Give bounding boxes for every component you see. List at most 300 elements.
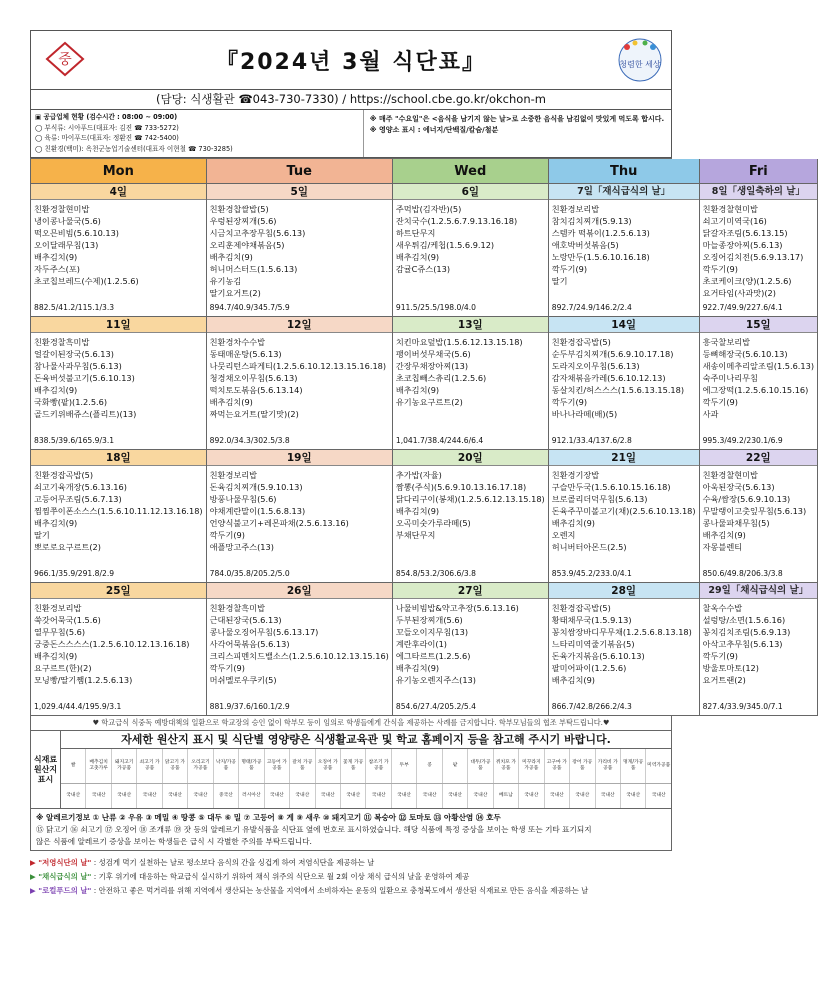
nutrition-info: 838.5/39.6/165.9/3.1 bbox=[34, 436, 115, 445]
menu-item: 꽁치쌈장바디무무채(1.2.5.6.8.13.18) bbox=[551, 627, 692, 637]
menu-items bbox=[393, 200, 548, 275]
menu-date: 8일「생일축하의 날」 bbox=[700, 184, 817, 200]
menu-items bbox=[31, 466, 206, 553]
menu-item: 고등어무조림(5.6.7.13) bbox=[34, 494, 122, 504]
menu-item: 자두주스(포) bbox=[34, 264, 80, 274]
menu-item: 동태매운탕(5.6.13) bbox=[209, 349, 282, 359]
menu-item: 쇠고기미역국(16) bbox=[702, 216, 767, 226]
menu-items bbox=[700, 200, 817, 299]
origin-country: 국내산 bbox=[61, 784, 86, 808]
menu-item: 초코칩빼스츄리(1.2.5.6) bbox=[395, 373, 487, 383]
supplier-3: ◯ 친환경(백미): 옥천군농업기술센터(대표자 이현철 ☎ 730-3285) bbox=[35, 144, 233, 153]
origin-item: 명태/가공품 bbox=[239, 749, 264, 783]
menu-item: 짬뽕(주식)(5.6.9.10.13.16.17.18) bbox=[395, 482, 527, 492]
menu-item: 친환경보리밥 bbox=[551, 204, 600, 214]
menu-item: 쇠고기육개장(5.6.13.16) bbox=[34, 482, 127, 492]
origin-item: 낙지/가공품 bbox=[214, 749, 239, 783]
origin-country: 러시아산 bbox=[239, 784, 264, 808]
origin-item: 고등어 가공품 bbox=[265, 749, 290, 783]
menu-item: 떡치토도볶음(5.6.13.14) bbox=[209, 385, 303, 395]
menu-item: 얼갈이된장국(5.6.13) bbox=[34, 349, 114, 359]
origin-country: 국내산 bbox=[366, 784, 391, 808]
school-logo-text: 중 bbox=[58, 52, 72, 68]
menu-item: 친환경찰현미밥 bbox=[702, 204, 758, 214]
origin-country: 국내산 bbox=[86, 784, 111, 808]
menu-item: 오리훈제야채볶음(5) bbox=[209, 240, 285, 250]
menu-item: 오이달래무침(13) bbox=[34, 240, 99, 250]
menu-item: 깍두기(9) bbox=[702, 264, 738, 274]
menu-item: 애플망고주스(13) bbox=[209, 542, 274, 552]
menu-cell bbox=[393, 583, 549, 716]
menu-item: 주먹밥(김자반)(5) bbox=[395, 204, 462, 214]
menu-item: 황태채무국(1.5.9.13) bbox=[551, 615, 632, 625]
info-box bbox=[30, 110, 672, 158]
menu-item: 배추김치(9) bbox=[395, 385, 440, 395]
origin-country: 국내산 bbox=[316, 784, 341, 808]
menu-item: 야채계란말이(1.5.6.8.13) bbox=[209, 506, 306, 516]
day-header-fri: Fri bbox=[700, 159, 818, 184]
origin-countries-row bbox=[61, 784, 671, 808]
menu-item: 바나나라떼(배)(5) bbox=[551, 409, 618, 419]
supplier-2: ◯ 육류: 마이푸드(대표자: 정환진 ☎ 742-5400) bbox=[35, 134, 179, 142]
menu-item: 자몽블렌티 bbox=[702, 542, 743, 552]
menu-item: 도라지오이무침(5.6.13) bbox=[551, 361, 640, 371]
menu-item: 두부된장찌개(5.6) bbox=[395, 615, 463, 625]
origin-country: 국내산 bbox=[265, 784, 290, 808]
menu-item: 스템카 떡볶이(1.2.5.6.13) bbox=[551, 228, 650, 238]
menu-date: 6일 bbox=[393, 184, 548, 200]
origin-item: 대두/가공품 bbox=[468, 749, 493, 783]
menu-cell bbox=[700, 184, 818, 317]
menu-items bbox=[207, 599, 392, 686]
menu-items bbox=[700, 333, 817, 420]
menu-items bbox=[31, 200, 206, 287]
menu-item: 허니머스터드(1.5.6.13) bbox=[209, 264, 298, 274]
menu-item: 등뼈해장국(5.6.10.13) bbox=[702, 349, 788, 359]
origin-country: 국내산 bbox=[392, 784, 417, 808]
menu-item: 오곡미숫가루라떼(5) bbox=[395, 518, 471, 528]
origin-country: 국내산 bbox=[443, 784, 468, 808]
menu-date: 7일「재식급식의 날」 bbox=[549, 184, 699, 200]
note-1: ※ 매주 "수요일"은 <음식을 남기지 않는 날>로 소중한 음식을 남김없이 맛있게 먹도록 합시다. bbox=[369, 115, 665, 123]
day-header-wed: Wed bbox=[393, 159, 549, 184]
origin-item: 쇠고기 가공품 bbox=[137, 749, 162, 783]
menu-item: 찰옥수수밥 bbox=[702, 603, 743, 613]
menu-item: 친환경잡곡밥(5) bbox=[551, 603, 611, 613]
nutrition-info: 882.5/41.2/115.1/3.3 bbox=[34, 303, 115, 312]
menu-date: 14일 bbox=[549, 317, 699, 333]
menu-item: 돈육버섯불고기(5.6.10.13) bbox=[34, 373, 135, 383]
menu-date: 13일 bbox=[393, 317, 548, 333]
menu-cell bbox=[31, 583, 207, 716]
origin-item: 고구마 가공품 bbox=[545, 749, 570, 783]
menu-item: 노랑만두(1.5.6.10.16.18) bbox=[551, 252, 650, 262]
menu-item: 팔미어파이(1.2.5.6) bbox=[551, 663, 627, 673]
nutrition-info: 854.8/53.2/306.6/3.8 bbox=[395, 569, 476, 578]
menu-item: 친환경찹쌀밥(5) bbox=[209, 204, 269, 214]
menu-item: 친환경찰흑미밥 bbox=[209, 603, 265, 613]
menu-item: 배추김치(9) bbox=[395, 506, 440, 516]
menu-item: 새송이메추리알조림(1.5.6.13) bbox=[702, 361, 815, 371]
menu-cell bbox=[549, 583, 700, 716]
nutrition-info: 911.5/25.5/198.0/4.0 bbox=[395, 303, 476, 312]
menu-date: 18일 bbox=[31, 450, 206, 466]
legend-row bbox=[30, 870, 672, 884]
menu-cell bbox=[207, 317, 393, 450]
menu-item: 간장무채장아찌(13) bbox=[395, 361, 469, 371]
menu-item: 친환경찰흑미밥 bbox=[34, 337, 90, 347]
page-title: 『2024년 3월 식단표』 bbox=[215, 49, 487, 75]
menu-item: 근대된장국(5.6.13) bbox=[209, 615, 282, 625]
origin-item: 돼지고기 가공품 bbox=[112, 749, 137, 783]
menu-item: 모닝빵/딸기쨈(1.2.5.6.13) bbox=[34, 675, 133, 685]
menu-item: 하트단무지 bbox=[395, 228, 436, 238]
menu-item: 깍두기(9) bbox=[702, 397, 738, 407]
origin-country: 국내산 bbox=[570, 784, 595, 808]
origin-item: 멍게/가공품 bbox=[621, 749, 646, 783]
menu-items bbox=[549, 466, 699, 553]
nutrition-info: 850.6/49.8/206.3/3.8 bbox=[702, 569, 783, 578]
menu-item: 계란후라이(1) bbox=[395, 639, 448, 649]
menu-item: 참치김치찌개(5.9.13) bbox=[551, 216, 632, 226]
origin-country: 국내산 bbox=[545, 784, 570, 808]
menu-item: 부채단무지 bbox=[395, 530, 436, 540]
menu-item: 언양식불고기+레몬파채(2.5.6.13.16) bbox=[209, 518, 349, 528]
menu-cell bbox=[700, 317, 818, 450]
note-2: ※ 영양소 표시 : 에너지/단백질/칼슘/철분 bbox=[369, 126, 499, 134]
menu-cell bbox=[700, 450, 818, 583]
menu-date: 28일 bbox=[549, 583, 699, 599]
origin-head: 자세한 원산지 표시 및 식단별 영양량은 식생활교육관 및 학교 홈페이지 등을 참고해 주시기 바랍니다. bbox=[61, 731, 671, 749]
integrity-logo-text: 청렴한 세상 bbox=[619, 60, 661, 69]
menu-item: 초코케이크(양)(1.2.5.6) bbox=[702, 276, 792, 286]
nutrition-info: 853.9/45.2/233.0/4.1 bbox=[551, 569, 632, 578]
origin-item: 오징어 가공품 bbox=[316, 749, 341, 783]
menu-grid bbox=[30, 158, 815, 716]
menu-item: 친환경찰현미밥 bbox=[34, 204, 90, 214]
menu-item: 사각어묵볶음(5.6.13) bbox=[209, 639, 290, 649]
menu-item: 순두부김치찌개(5.6.9.10.17.18) bbox=[551, 349, 674, 359]
menu-cell bbox=[549, 317, 700, 450]
menu-item: 콩나물오징어무침(5.6.13.17) bbox=[209, 627, 319, 637]
menu-item: 배추김치(9) bbox=[34, 651, 78, 661]
origin-item: 미꾸라지 가공품 bbox=[519, 749, 544, 783]
menu-item: 깍두기(9) bbox=[209, 530, 245, 540]
menu-item: 냉이콩나물국(5.6) bbox=[34, 216, 101, 226]
menu-cell bbox=[207, 184, 393, 317]
origin-item: 팥 bbox=[443, 749, 468, 783]
menu-item: 허니버터아몬드(2.5) bbox=[551, 542, 627, 552]
menu-item: 친환경차수수밥 bbox=[209, 337, 265, 347]
menu-item: 잔치국수(1.2.5.6.7.9.13.16.18) bbox=[395, 216, 518, 226]
menu-item: 닭다리구이(봉채)(1.2.5.6.12.13.15.18) bbox=[395, 494, 545, 504]
origin-country: 국내산 bbox=[112, 784, 137, 808]
origin-country: 베트남 bbox=[494, 784, 519, 808]
menu-item: 방울토마토(12) bbox=[702, 663, 759, 673]
menu-item: 떡오믄비빔(5.6.10.13) bbox=[34, 228, 119, 238]
menu-items bbox=[549, 333, 699, 420]
origin-item: 꽃게 가공품 bbox=[341, 749, 366, 783]
integrity-logo-icon bbox=[617, 37, 663, 83]
legend-key: ▶ "채식급식의 날" bbox=[30, 872, 92, 881]
menu-item: 쑥갓어묵국(1.5.6) bbox=[34, 615, 101, 625]
menu-item: 닭갈자조림(5.6.13.15) bbox=[702, 228, 788, 238]
origin-item: 장어 가공품 bbox=[570, 749, 595, 783]
menu-item: 감귤C쥬스(13) bbox=[395, 264, 451, 274]
origin-country: 국내산 bbox=[163, 784, 188, 808]
allergy-line-1: ※ 알레르기정보 ① 난류 ② 우유 ③ 메밀 ④ 땅콩 ⑤ 대두 ⑥ 밀 ⑦ 고등어 ⑧ 게 ⑨ 새우 ⑩ 돼지고기 ⑪ 복숭아 ⑫ 토마토 ⑬ 아황산염 ⑭ 호두 bbox=[36, 813, 501, 822]
menu-item: 배추김치(9) bbox=[551, 518, 595, 528]
allergy-line-3: 않은 식품에 알레르기 증상을 보이는 학생들은 급식 시 각별한 주의를 부탁드립니다. bbox=[36, 837, 312, 846]
day-header-thu: Thu bbox=[549, 159, 700, 184]
nutrition-info: 827.4/33.9/345.0/7.1 bbox=[702, 702, 783, 711]
origin-country: 국내산 bbox=[188, 784, 213, 808]
menu-item: 크리스피멘치드밸소스(1.2.5.6.10.12.13.15.16) bbox=[209, 651, 389, 661]
origin-country: 중국산 bbox=[214, 784, 239, 808]
menu-item: 감자채볶음카레(5.6.10.12.13) bbox=[551, 373, 666, 383]
subtitle: (담당: 식생활관 ☎043-730-7330) / https://school.cbe.go.kr/okchon-m bbox=[30, 90, 672, 110]
day-header-tue: Tue bbox=[207, 159, 393, 184]
menu-date: 29일「채식급식의 날」 bbox=[700, 583, 817, 599]
menu-items bbox=[207, 200, 392, 299]
menu-items bbox=[549, 599, 699, 686]
origin-item: 참조기 가공품 bbox=[366, 749, 391, 783]
menu-item: 브로콜리더덕무침(5.6.13) bbox=[551, 494, 648, 504]
origin-item: 두부 bbox=[392, 749, 417, 783]
menu-items bbox=[207, 466, 392, 553]
menu-item: 동살치킨/허스스스(1.5.6.13.15.18) bbox=[551, 385, 685, 395]
menu-item: 배추김치(9) bbox=[551, 675, 595, 685]
origin-country: 국내산 bbox=[290, 784, 315, 808]
menu-item: 요거트랜(2) bbox=[702, 675, 746, 685]
menu-item: 꽁치김치조림(5.6.9.13) bbox=[702, 627, 791, 637]
menu-item: 짜먹는요거트(딸기맛)(2) bbox=[209, 409, 299, 419]
menu-page bbox=[30, 30, 815, 898]
menu-date: 21일 bbox=[549, 450, 699, 466]
menu-item: 요거타임(사과맛)(2) bbox=[702, 288, 776, 298]
menu-item: 배추김치(9) bbox=[34, 385, 78, 395]
allergy-info bbox=[30, 809, 672, 851]
menu-cell bbox=[31, 317, 207, 450]
menu-date: 19일 bbox=[207, 450, 392, 466]
menu-item: 오렌지 bbox=[551, 530, 576, 540]
menu-item: 친환경잡곡밥(5) bbox=[551, 337, 611, 347]
origin-item: 쥐치포 가공품 bbox=[494, 749, 519, 783]
menu-item: 돈육주꾸미볼고기(채)(2.5.6.10.13.18) bbox=[551, 506, 696, 516]
legend-row bbox=[30, 884, 672, 898]
origin-item: 가리비 가공품 bbox=[596, 749, 621, 783]
menu-item: 아삭고추무침(5.6.13) bbox=[702, 639, 783, 649]
origin-country: 국내산 bbox=[651, 792, 666, 798]
menu-date: 4일 bbox=[31, 184, 206, 200]
menu-item: 무말랭이고춧잎무침(5.6.13) bbox=[702, 506, 807, 516]
notes bbox=[364, 110, 671, 157]
menu-date: 11일 bbox=[31, 317, 206, 333]
menu-item: 콩나물파채무침(5) bbox=[702, 518, 770, 528]
menu-item: 유기농오렌지주스(13) bbox=[395, 675, 476, 685]
menu-item: 유기농요구르트(2) bbox=[395, 397, 463, 407]
menu-item: 방풍나물무침(5.6) bbox=[209, 494, 277, 504]
origin-item: 배추김치 고춧가루 bbox=[86, 749, 111, 783]
menu-item: 깍두기(9) bbox=[209, 663, 245, 673]
menu-date: 27일 bbox=[393, 583, 548, 599]
menu-item: 나물비빔밥&약고추장(5.6.13.16) bbox=[395, 603, 519, 613]
nutrition-info: 881.9/37.6/160.1/2.9 bbox=[209, 702, 290, 711]
menu-item: 새우튀김/케첩(1.5.6.9.12) bbox=[395, 240, 495, 250]
menu-item: 친환경보리밥 bbox=[209, 470, 258, 480]
origin-country: 국내산 bbox=[468, 784, 493, 808]
origin-item: 오리고기 가공품 bbox=[188, 749, 213, 783]
menu-item: 친환경기장밥 bbox=[551, 470, 600, 480]
menu-item: 배추김치(9) bbox=[395, 663, 440, 673]
menu-item: 참나물사과무침(5.6.13) bbox=[34, 361, 122, 371]
menu-item: 배추김치(9) bbox=[34, 252, 78, 262]
menu-cell bbox=[393, 450, 549, 583]
menu-item: 골드키위배쥬스(플리트)(13) bbox=[34, 409, 137, 419]
menu-item: 흥국찰보리밥 bbox=[702, 337, 751, 347]
origin-country: 국내산 bbox=[341, 784, 366, 808]
menu-cell bbox=[207, 450, 393, 583]
menu-item: 유기농김 bbox=[209, 276, 242, 286]
menu-item: 에그타르트(1.2.5.6) bbox=[395, 651, 471, 661]
menu-items bbox=[31, 599, 206, 686]
nutrition-info: 894.7/40.9/345.7/5.9 bbox=[209, 303, 290, 312]
menu-item: 배추김치(9) bbox=[395, 252, 440, 262]
menu-item: 딸기요거트(2) bbox=[209, 288, 261, 298]
origin-main bbox=[61, 731, 671, 808]
legend-text: : 기후 위기에 대응하는 학교급식 실시하기 위하여 채식 위주의 식단으로 월 2회 이상 채식 급식의 날을 운영하여 제공 bbox=[93, 872, 470, 881]
nutrition-info: 784.0/35.8/205.2/5.0 bbox=[209, 569, 290, 578]
menu-date: 15일 bbox=[700, 317, 817, 333]
day-header-mon: Mon bbox=[31, 159, 207, 184]
menu-date: 20일 bbox=[393, 450, 548, 466]
menu-item: 깍두기(9) bbox=[702, 651, 738, 661]
menu-item: 궁중돈스스스스(1.2.5.6.10.12.13.16.18) bbox=[34, 639, 190, 649]
menu-item: 돈육김치찌개(5.9.10.13) bbox=[209, 482, 303, 492]
origin-country: 국내산 bbox=[596, 784, 621, 808]
menu-date: 12일 bbox=[207, 317, 392, 333]
menu-item: 치킨마요덮밥(1.5.6.12.13.15.18) bbox=[395, 337, 523, 347]
menu-date: 5일 bbox=[207, 184, 392, 200]
legend-key: ▶ "저영식단의 날" bbox=[30, 858, 92, 867]
menu-item: 초코칩브레드(수제)(1.2.5.6) bbox=[34, 276, 139, 286]
menu-item: 배추김치(9) bbox=[34, 518, 78, 528]
menu-item: 추가밥(자율) bbox=[395, 470, 442, 480]
menu-item: 열무무침(5.6) bbox=[34, 627, 86, 637]
nutrition-info: 966.1/35.9/291.8/2.9 bbox=[34, 569, 115, 578]
origin-item: 갈치 가공품 bbox=[290, 749, 315, 783]
supplier-title: ▣ 공급업체 현황 (검수시간 : 08:00 ~ 09:00) bbox=[35, 113, 178, 121]
menu-item: 친환경찰현미밥 bbox=[702, 470, 758, 480]
nutrition-info: 912.1/33.4/137.6/2.8 bbox=[551, 436, 632, 445]
menu-item: 오징어김치전(5.6.9.13.17) bbox=[702, 252, 804, 262]
menu-item: 뽀로로요구르트(2) bbox=[34, 542, 101, 552]
menu-item: 친환경잡곡밥(5) bbox=[34, 470, 94, 480]
menu-item: 요구르트(한)(2) bbox=[34, 663, 92, 673]
origin-item: 쌀 bbox=[61, 749, 86, 783]
origin-country: 국내산 bbox=[417, 784, 442, 808]
menu-cell bbox=[31, 184, 207, 317]
menu-cell bbox=[393, 317, 549, 450]
nutrition-info: 854.6/27.4/205.2/5.4 bbox=[395, 702, 476, 711]
menu-item: 배추김치(9) bbox=[209, 397, 253, 407]
menu-item: 배추김치(9) bbox=[209, 252, 253, 262]
menu-items bbox=[700, 599, 817, 686]
origin-item: 미역가공품 bbox=[647, 762, 671, 768]
nutrition-info: 1,041.7/38.4/244.6/6.4 bbox=[395, 436, 484, 445]
nutrition-info: 892.7/24.9/146.2/2.4 bbox=[551, 303, 632, 312]
menu-items bbox=[393, 466, 548, 541]
menu-item: 설렁탕/소면(1.5.6.16) bbox=[702, 615, 786, 625]
nutrition-info: 922.7/49.9/227.6/4.1 bbox=[702, 303, 783, 312]
legend-row bbox=[30, 856, 672, 870]
menu-item: 돈육가지볶음(5.6.10.13) bbox=[551, 651, 645, 661]
legend bbox=[30, 851, 672, 898]
menu-date: 25일 bbox=[31, 583, 206, 599]
menu-item: 꼬들오이지무침(13) bbox=[395, 627, 469, 637]
menu-item: 애호박버섯볶음(5) bbox=[551, 240, 619, 250]
origin-item: 콩 bbox=[417, 749, 442, 783]
menu-date: 22일 bbox=[700, 450, 817, 466]
menu-item: 딸기 bbox=[34, 530, 50, 540]
menu-item: 국화빵(팥)(1.2.5.6) bbox=[34, 397, 108, 407]
menu-item: 시금치고추장무침(5.6.13) bbox=[209, 228, 306, 238]
header bbox=[30, 30, 672, 90]
origin-items-row bbox=[61, 749, 671, 784]
nutrition-info: 1,029.4/44.4/195.9/3.1 bbox=[34, 702, 122, 711]
origin-item: 닭고기 가공품 bbox=[163, 749, 188, 783]
menu-items bbox=[700, 466, 817, 553]
menu-item: 딸기 bbox=[551, 276, 568, 286]
menu-item: 팽이버섯무채국(5.6) bbox=[395, 349, 471, 359]
menu-items bbox=[549, 200, 699, 287]
origin-country: 국내산 bbox=[621, 784, 646, 808]
menu-item: 나뭇리턴스파게티(1.2.5.6.10.12.13.15.16.18) bbox=[209, 361, 387, 371]
menu-item: 에그장떡(1.2.5.6.10.15.16) bbox=[702, 385, 809, 395]
menu-item: 마늘종장아찌(5.6.13) bbox=[702, 240, 783, 250]
nutrition-info: 995.3/49.2/230.1/6.9 bbox=[702, 436, 783, 445]
menu-item: 찜찜쭈이폰소스스(1.5.6.10.11.12.13.16.18) bbox=[34, 506, 203, 516]
legend-text: : 안전하고 좋은 먹거리를 위해 지역에서 생산되는 농산물을 지역에서 소비하자는 운동의 일환으로 충청북도에서 생산된 식재료로 만든 음식을 제공하는 날 bbox=[93, 886, 589, 895]
menu-item: 배추김치(9) bbox=[702, 530, 746, 540]
snack-notice: ♥ 학교급식 식중독 예방대책의 일환으로 학교장의 승인 없이 학부모 등이 임의로 학생들에게 간식을 제공하는 사례를 금지합니다. 학부모님들의 협조 부탁드립니다.♥ bbox=[30, 716, 672, 731]
menu-item: 아욱된장국(5.6.13) bbox=[702, 482, 775, 492]
menu-cell bbox=[31, 450, 207, 583]
origin-label: 식재료 원산지 표시 bbox=[31, 731, 61, 808]
school-logo-icon bbox=[43, 37, 87, 81]
menu-cell bbox=[393, 184, 549, 317]
menu-item: 깍두기(9) bbox=[551, 264, 588, 274]
menu-cell bbox=[700, 583, 818, 716]
nutrition-info: 866.7/42.8/266.2/4.3 bbox=[551, 702, 632, 711]
allergy-line-2: ⑮ 닭고기 ⑯ 쇠고기 ⑰ 오징어 ⑱ 조개류 ⑲ 잣 등의 알레르기 유발식품을 식단표 옆에 번호로 표시하였습니다. 해당 식품에 특정 증상을 보이는 학생 또는 기타 표기되지 bbox=[36, 825, 592, 834]
menu-cell bbox=[207, 583, 393, 716]
menu-item: 느타리미역줄기볶음(5) bbox=[551, 639, 635, 649]
menu-item: 구슬만두국(1.5.6.10.15.16.18) bbox=[551, 482, 671, 492]
menu-cell bbox=[549, 184, 700, 317]
origin-table bbox=[30, 731, 672, 809]
menu-item: 머쉬멜로우쿠키(5) bbox=[209, 675, 277, 685]
supplier-info bbox=[31, 110, 364, 157]
menu-date: 26일 bbox=[207, 583, 392, 599]
legend-key: ▶ "로컬푸드의 날" bbox=[30, 886, 92, 895]
menu-cell bbox=[549, 450, 700, 583]
menu-item: 깍두기(9) bbox=[551, 397, 588, 407]
supplier-1: ◯ 부식류: 시아푸드(대표자: 김진 ☎ 733-5272) bbox=[35, 123, 179, 132]
menu-item: 청경채오이무침(5.6.13) bbox=[209, 373, 298, 383]
menu-items bbox=[207, 333, 392, 420]
menu-item: 수육/쌈장(5.6.9.10.13) bbox=[702, 494, 791, 504]
